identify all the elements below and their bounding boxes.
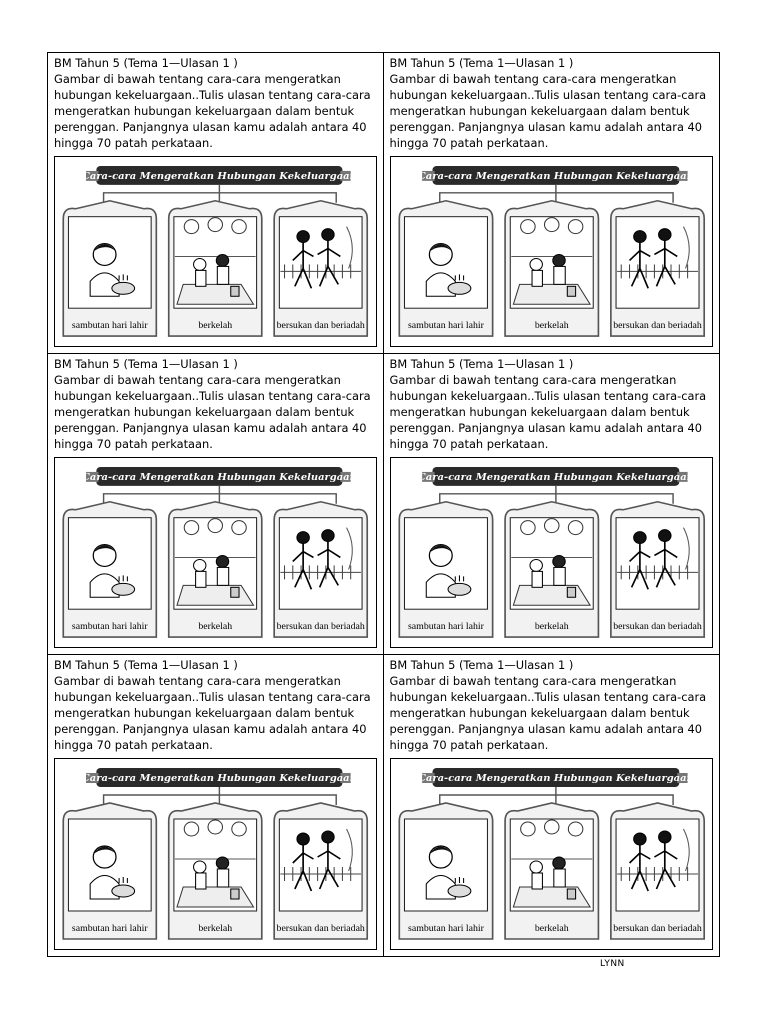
instruction-line: hingga 70 patah perkataan. (54, 437, 213, 451)
instruction-line: hingga 70 patah perkataan. (54, 136, 213, 150)
illustration-svg (391, 157, 713, 346)
card-instruction (54, 673, 378, 753)
scene-caption: bersukan dan beriadah (276, 923, 365, 934)
card-title: BM Tahun 5 (Tema 1—Ulasan 1 ) (54, 56, 238, 70)
illustration (390, 457, 714, 648)
instruction-line: hingga 70 patah perkataan. (389, 136, 549, 150)
card-title: BM Tahun 5 (Tema 1—Ulasan 1 ) (389, 658, 574, 672)
instruction-line: hubungan kekeluargaan..Tulis ulasan tentang cara-cara (389, 690, 707, 704)
instruction-line: mengeratkan hubungan kekeluargaan dalam bentuk (54, 104, 355, 118)
illustration-svg (55, 458, 376, 647)
scene-caption: berkelah (198, 923, 233, 934)
instruction-line: mengeratkan hubungan kekeluargaan dalam bentuk (389, 405, 690, 419)
scene-caption: berkelah (198, 320, 233, 332)
author-footer: LYNN (600, 959, 625, 969)
worksheet-card (48, 354, 384, 655)
banner-title: Cara-cara Mengeratkan Hubungan Kekeluargaan (82, 171, 357, 182)
scene-panel (505, 803, 598, 939)
instruction-line: perenggan. Panjangnya ulasan kamu adalah antara 40 (54, 120, 367, 134)
banner-title: Cara-cara Mengeratkan Hubungan Kekeluargaan (82, 472, 357, 483)
scene-panel (399, 502, 492, 637)
banner-title: Cara-cara Mengeratkan Hubungan Kekeluargaan (417, 773, 694, 784)
connector-lines (439, 185, 672, 203)
instruction-line: Gambar di bawah tentang cara-cara mengeratkan (54, 373, 341, 387)
scene-panel (399, 201, 492, 336)
instruction-line: hubungan kekeluargaan..Tulis ulasan tentang cara-cara (54, 690, 371, 704)
card-instruction (54, 372, 378, 452)
instruction-line: hingga 70 patah perkataan. (389, 437, 549, 451)
scene-caption: berkelah (198, 621, 233, 633)
scene-panel (63, 502, 156, 637)
scene-panel (274, 803, 367, 939)
instruction-line: hingga 70 patah perkataan. (54, 738, 213, 752)
scene-panel (63, 201, 156, 336)
worksheet-card (384, 354, 720, 655)
banner-title: Cara-cara Mengeratkan Hubungan Kekeluargaan (417, 171, 694, 182)
instruction-line: mengeratkan hubungan kekeluargaan dalam bentuk (389, 706, 690, 720)
card-title: BM Tahun 5 (Tema 1—Ulasan 1 ) (54, 357, 238, 371)
scene-panel (610, 502, 703, 637)
worksheet-card (48, 655, 384, 956)
connector-lines (104, 486, 337, 504)
scene-panel (505, 201, 598, 336)
illustration (54, 156, 377, 347)
scene-panel (169, 803, 262, 939)
card-instruction (390, 372, 715, 452)
scene-panel (505, 502, 598, 637)
illustration-svg (55, 157, 376, 346)
scene-caption: bersukan dan beriadah (612, 923, 702, 934)
illustration (54, 758, 377, 950)
instruction-line: Gambar di bawah tentang cara-cara mengeratkan (389, 72, 677, 86)
scene-caption: sambutan hari lahir (407, 320, 484, 332)
card-instruction (390, 673, 715, 753)
scene-caption: bersukan dan beriadah (276, 621, 365, 633)
instruction-line: perenggan. Panjangnya ulasan kamu adalah antara 40 (389, 421, 703, 435)
instruction-line: hubungan kekeluargaan..Tulis ulasan tentang cara-cara (389, 389, 707, 403)
worksheet-card (48, 53, 384, 354)
instruction-line: hingga 70 patah perkataan. (389, 738, 549, 752)
scene-panel (274, 201, 367, 336)
scene-panel (610, 803, 703, 939)
illustration (390, 758, 714, 950)
instruction-line: mengeratkan hubungan kekeluargaan dalam bentuk (54, 706, 355, 720)
scene-caption: bersukan dan beriadah (612, 320, 702, 332)
instruction-line: perenggan. Panjangnya ulasan kamu adalah antara 40 (54, 421, 367, 435)
scene-caption: sambutan hari lahir (407, 923, 484, 934)
card-title: BM Tahun 5 (Tema 1—Ulasan 1 ) (389, 56, 574, 70)
scene-panel (63, 803, 156, 939)
card-title: BM Tahun 5 (Tema 1—Ulasan 1 ) (389, 357, 574, 371)
scene-caption: berkelah (534, 923, 569, 934)
instruction-line: Gambar di bawah tentang cara-cara mengeratkan (389, 674, 677, 688)
worksheet-card (384, 53, 720, 354)
instruction-line: hubungan kekeluargaan..Tulis ulasan tentang cara-cara (54, 389, 371, 403)
scene-panel (610, 201, 703, 336)
instruction-line: perenggan. Panjangnya ulasan kamu adalah antara 40 (389, 722, 703, 736)
card-instruction (390, 71, 715, 151)
instruction-line: mengeratkan hubungan kekeluargaan dalam bentuk (389, 104, 690, 118)
illustration-svg (391, 759, 713, 949)
connector-lines (104, 185, 337, 203)
instruction-line: perenggan. Panjangnya ulasan kamu adalah antara 40 (389, 120, 703, 134)
scene-panel (169, 502, 262, 637)
banner-title: Cara-cara Mengeratkan Hubungan Kekeluargaan (417, 472, 694, 483)
scene-caption: sambutan hari lahir (71, 320, 148, 332)
illustration (390, 156, 714, 347)
instruction-line: Gambar di bawah tentang cara-cara mengeratkan (54, 72, 341, 86)
scene-caption: sambutan hari lahir (71, 621, 148, 633)
banner-title: Cara-cara Mengeratkan Hubungan Kekeluargaan (81, 773, 357, 784)
scene-panel (274, 502, 367, 637)
worksheet-card (384, 655, 720, 956)
connector-lines (104, 787, 337, 805)
scene-caption: bersukan dan beriadah (612, 621, 702, 633)
illustration-svg (391, 458, 713, 647)
card-title: BM Tahun 5 (Tema 1—Ulasan 1 ) (54, 658, 238, 672)
illustration (54, 457, 377, 648)
instruction-line: mengeratkan hubungan kekeluargaan dalam bentuk (54, 405, 355, 419)
connector-lines (439, 486, 672, 504)
instruction-line: Gambar di bawah tentang cara-cara mengeratkan (54, 674, 341, 688)
card-instruction (54, 71, 378, 151)
scene-caption: bersukan dan beriadah (276, 320, 365, 332)
illustration-svg (55, 759, 376, 949)
scene-panel (169, 201, 262, 336)
scene-caption: sambutan hari lahir (407, 621, 484, 633)
instruction-line: hubungan kekeluargaan..Tulis ulasan tentang cara-cara (389, 88, 707, 102)
scene-caption: berkelah (534, 621, 569, 633)
scene-panel (399, 803, 492, 939)
worksheet-grid (47, 52, 720, 957)
scene-caption: sambutan hari lahir (71, 923, 148, 934)
instruction-line: perenggan. Panjangnya ulasan kamu adalah antara 40 (54, 722, 367, 736)
instruction-line: hubungan kekeluargaan..Tulis ulasan tentang cara-cara (54, 88, 371, 102)
connector-lines (439, 787, 672, 805)
instruction-line: Gambar di bawah tentang cara-cara mengeratkan (389, 373, 677, 387)
scene-caption: berkelah (534, 320, 569, 332)
